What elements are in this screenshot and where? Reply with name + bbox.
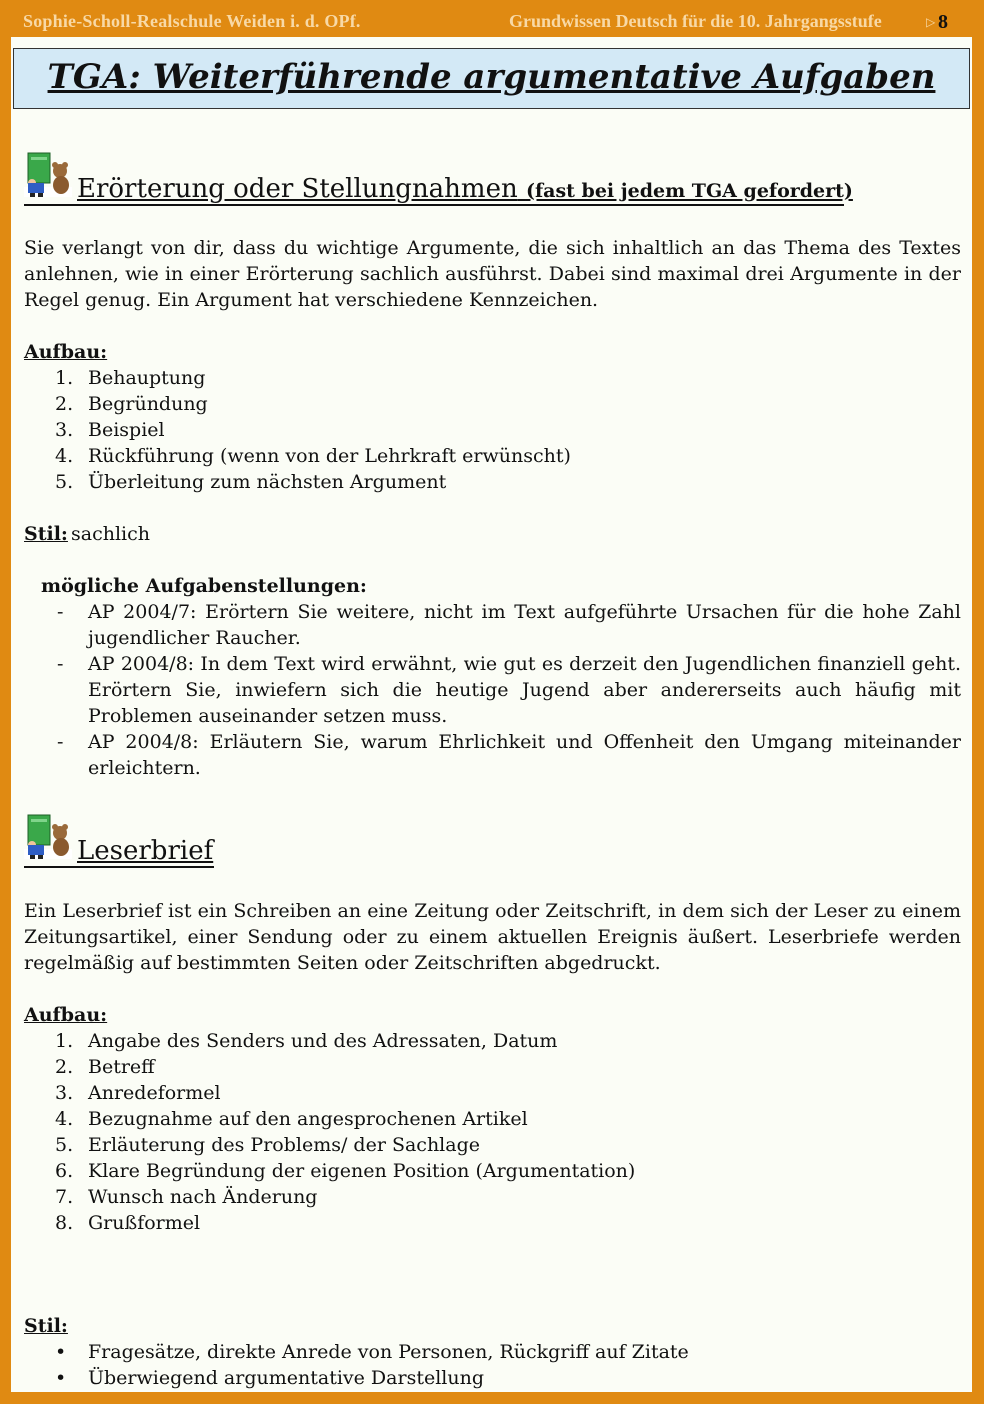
task-item — [53, 651, 961, 729]
list-item — [51, 443, 571, 469]
dash-marker: - — [57, 653, 64, 675]
list-item-number: 2. — [55, 1056, 74, 1078]
list-item-text: Wunsch nach Änderung — [88, 1186, 318, 1208]
bullet-text: Überwiegend argumentative Darstellung — [88, 1367, 484, 1389]
list-item-text: Rückführung (wenn von der Lehrkraft erwünscht) — [88, 445, 571, 467]
list-item — [51, 1054, 635, 1080]
list-item — [51, 1132, 635, 1158]
stil-list — [53, 1339, 689, 1391]
document-page — [11, 11, 972, 1392]
list-item — [51, 391, 571, 417]
list-item-number: 8. — [55, 1212, 74, 1234]
list-item-number: 1. — [55, 1030, 74, 1052]
list-item-number: 5. — [55, 1134, 74, 1156]
section-heading-leserbrief: Leserbrief — [77, 836, 214, 866]
list-item-number: 4. — [55, 445, 74, 467]
school-name: Sophie-Scholl-Realschule Weiden i. d. OPf. — [23, 11, 361, 31]
list-item — [51, 1184, 635, 1210]
task-text: AP 2004/7: Erörtern Sie weitere, nicht im Text aufgeführte Ursachen für die hohe Zahl jugendlicher Raucher. — [88, 601, 961, 649]
list-item — [51, 1210, 635, 1236]
reading-child-icon — [24, 149, 74, 199]
dash-marker: - — [57, 731, 64, 753]
list-item-text: Klare Begründung der eigenen Position (Argumentation) — [88, 1160, 636, 1182]
stil-label: Stil: — [24, 1315, 68, 1337]
reading-child-icon — [24, 811, 74, 861]
aufbau-list — [51, 365, 571, 495]
section-heading-note: (fast bei jedem TGA gefordert) — [525, 180, 853, 202]
list-item-text: Beispiel — [88, 419, 165, 441]
paragraph: Ein Leserbrief ist ein Schreiben an eine Zeitung oder Zeitschrift, in dem sich der Leser zu einem Zeitungsartikel, einer Sendung oder zu einem aktuellen Ereignis äußert. Leserbriefe werden regelmäßig auf bestimmten Seiten oder Zeitschriften abgedruckt. — [24, 900, 961, 974]
list-item-text: Angabe des Senders und des Adressaten, Datum — [88, 1030, 558, 1052]
stil-label: Stil: — [24, 523, 68, 545]
title-box — [13, 48, 970, 109]
list-item-text: Begründung — [88, 393, 208, 415]
list-item — [51, 417, 571, 443]
tasks-list — [53, 599, 961, 781]
task-text: AP 2004/8: In dem Text wird erwähnt, wie gut es derzeit den Jugendlichen finanziell geht. Erörtern Sie, inwiefern sich die heutige Jugend aber andererseits auch häufig mit Problemen auseinander setzen muss. — [88, 653, 961, 727]
dash-marker: - — [57, 601, 64, 623]
list-item — [51, 469, 571, 495]
list-item-number: 5. — [55, 471, 74, 493]
list-item — [51, 1106, 635, 1132]
aufbau-label: Aufbau: — [24, 341, 108, 363]
list-item-number: 1. — [55, 367, 74, 389]
list-item-text: Grußformel — [88, 1212, 201, 1234]
list-item — [51, 1028, 635, 1054]
aufbau-label: Aufbau: — [24, 1004, 108, 1026]
list-item-text: Anredeformel — [88, 1082, 221, 1104]
stil-value: sachlich — [71, 523, 150, 545]
list-item-number: 3. — [55, 1082, 74, 1104]
aufbau-list — [51, 1028, 635, 1236]
task-item — [53, 729, 961, 781]
list-item — [51, 365, 571, 391]
list-item-number: 2. — [55, 393, 74, 415]
section-heading-eroerterung: Erörterung oder Stellungnahmen (fast bei jedem TGA gefordert) — [77, 174, 853, 204]
bullet-icon: • — [55, 1367, 67, 1389]
section-rule — [24, 204, 844, 206]
list-item-text: Bezugnahme auf den angesprochenen Artikel — [88, 1108, 528, 1130]
list-item-text: Erläuterung des Problems/ der Sachlage — [88, 1134, 480, 1156]
task-item — [53, 599, 961, 651]
task-text: AP 2004/8: Erläutern Sie, warum Ehrlichkeit und Offenheit den Umgang miteinander erleichtern. — [88, 731, 961, 779]
bullet-item — [53, 1365, 689, 1391]
bullet-icon: • — [55, 1341, 67, 1363]
page-title: TGA: Weiterführende argumentative Aufgaben — [47, 57, 936, 97]
list-item-number: 3. — [55, 419, 74, 441]
tasks-label: mögliche Aufgabenstellungen: — [41, 575, 367, 597]
page-number: 8 — [938, 11, 948, 33]
list-item-text: Behauptung — [88, 367, 206, 389]
list-item — [51, 1080, 635, 1106]
paragraph: Sie verlangt von dir, dass du wichtige Argumente, die sich inhaltlich an das Thema des Textes anlehnen, wie in einer Erörterung sachlich ausführst. Dabei sind maximal drei Argumente in der Regel genug. Ein Argument hat verschiedene Kennzeichen. — [24, 237, 961, 311]
list-item-text: Überleitung zum nächsten Argument — [88, 471, 447, 493]
list-item-number: 4. — [55, 1108, 74, 1130]
subject-line: Grundwissen Deutsch für die 10. Jahrgangsstufe — [509, 11, 882, 31]
running-header — [11, 11, 972, 37]
section-rule — [24, 866, 214, 868]
list-item — [51, 1158, 635, 1184]
bullet-item — [53, 1339, 689, 1365]
list-item-text: Betreff — [88, 1056, 155, 1078]
list-item-number: 7. — [55, 1186, 74, 1208]
page-mark-icon: ▷ — [926, 15, 936, 29]
list-item-number: 6. — [55, 1160, 74, 1182]
bullet-text: Fragesätze, direkte Anrede von Personen, Rückgriff auf Zitate — [88, 1341, 689, 1363]
